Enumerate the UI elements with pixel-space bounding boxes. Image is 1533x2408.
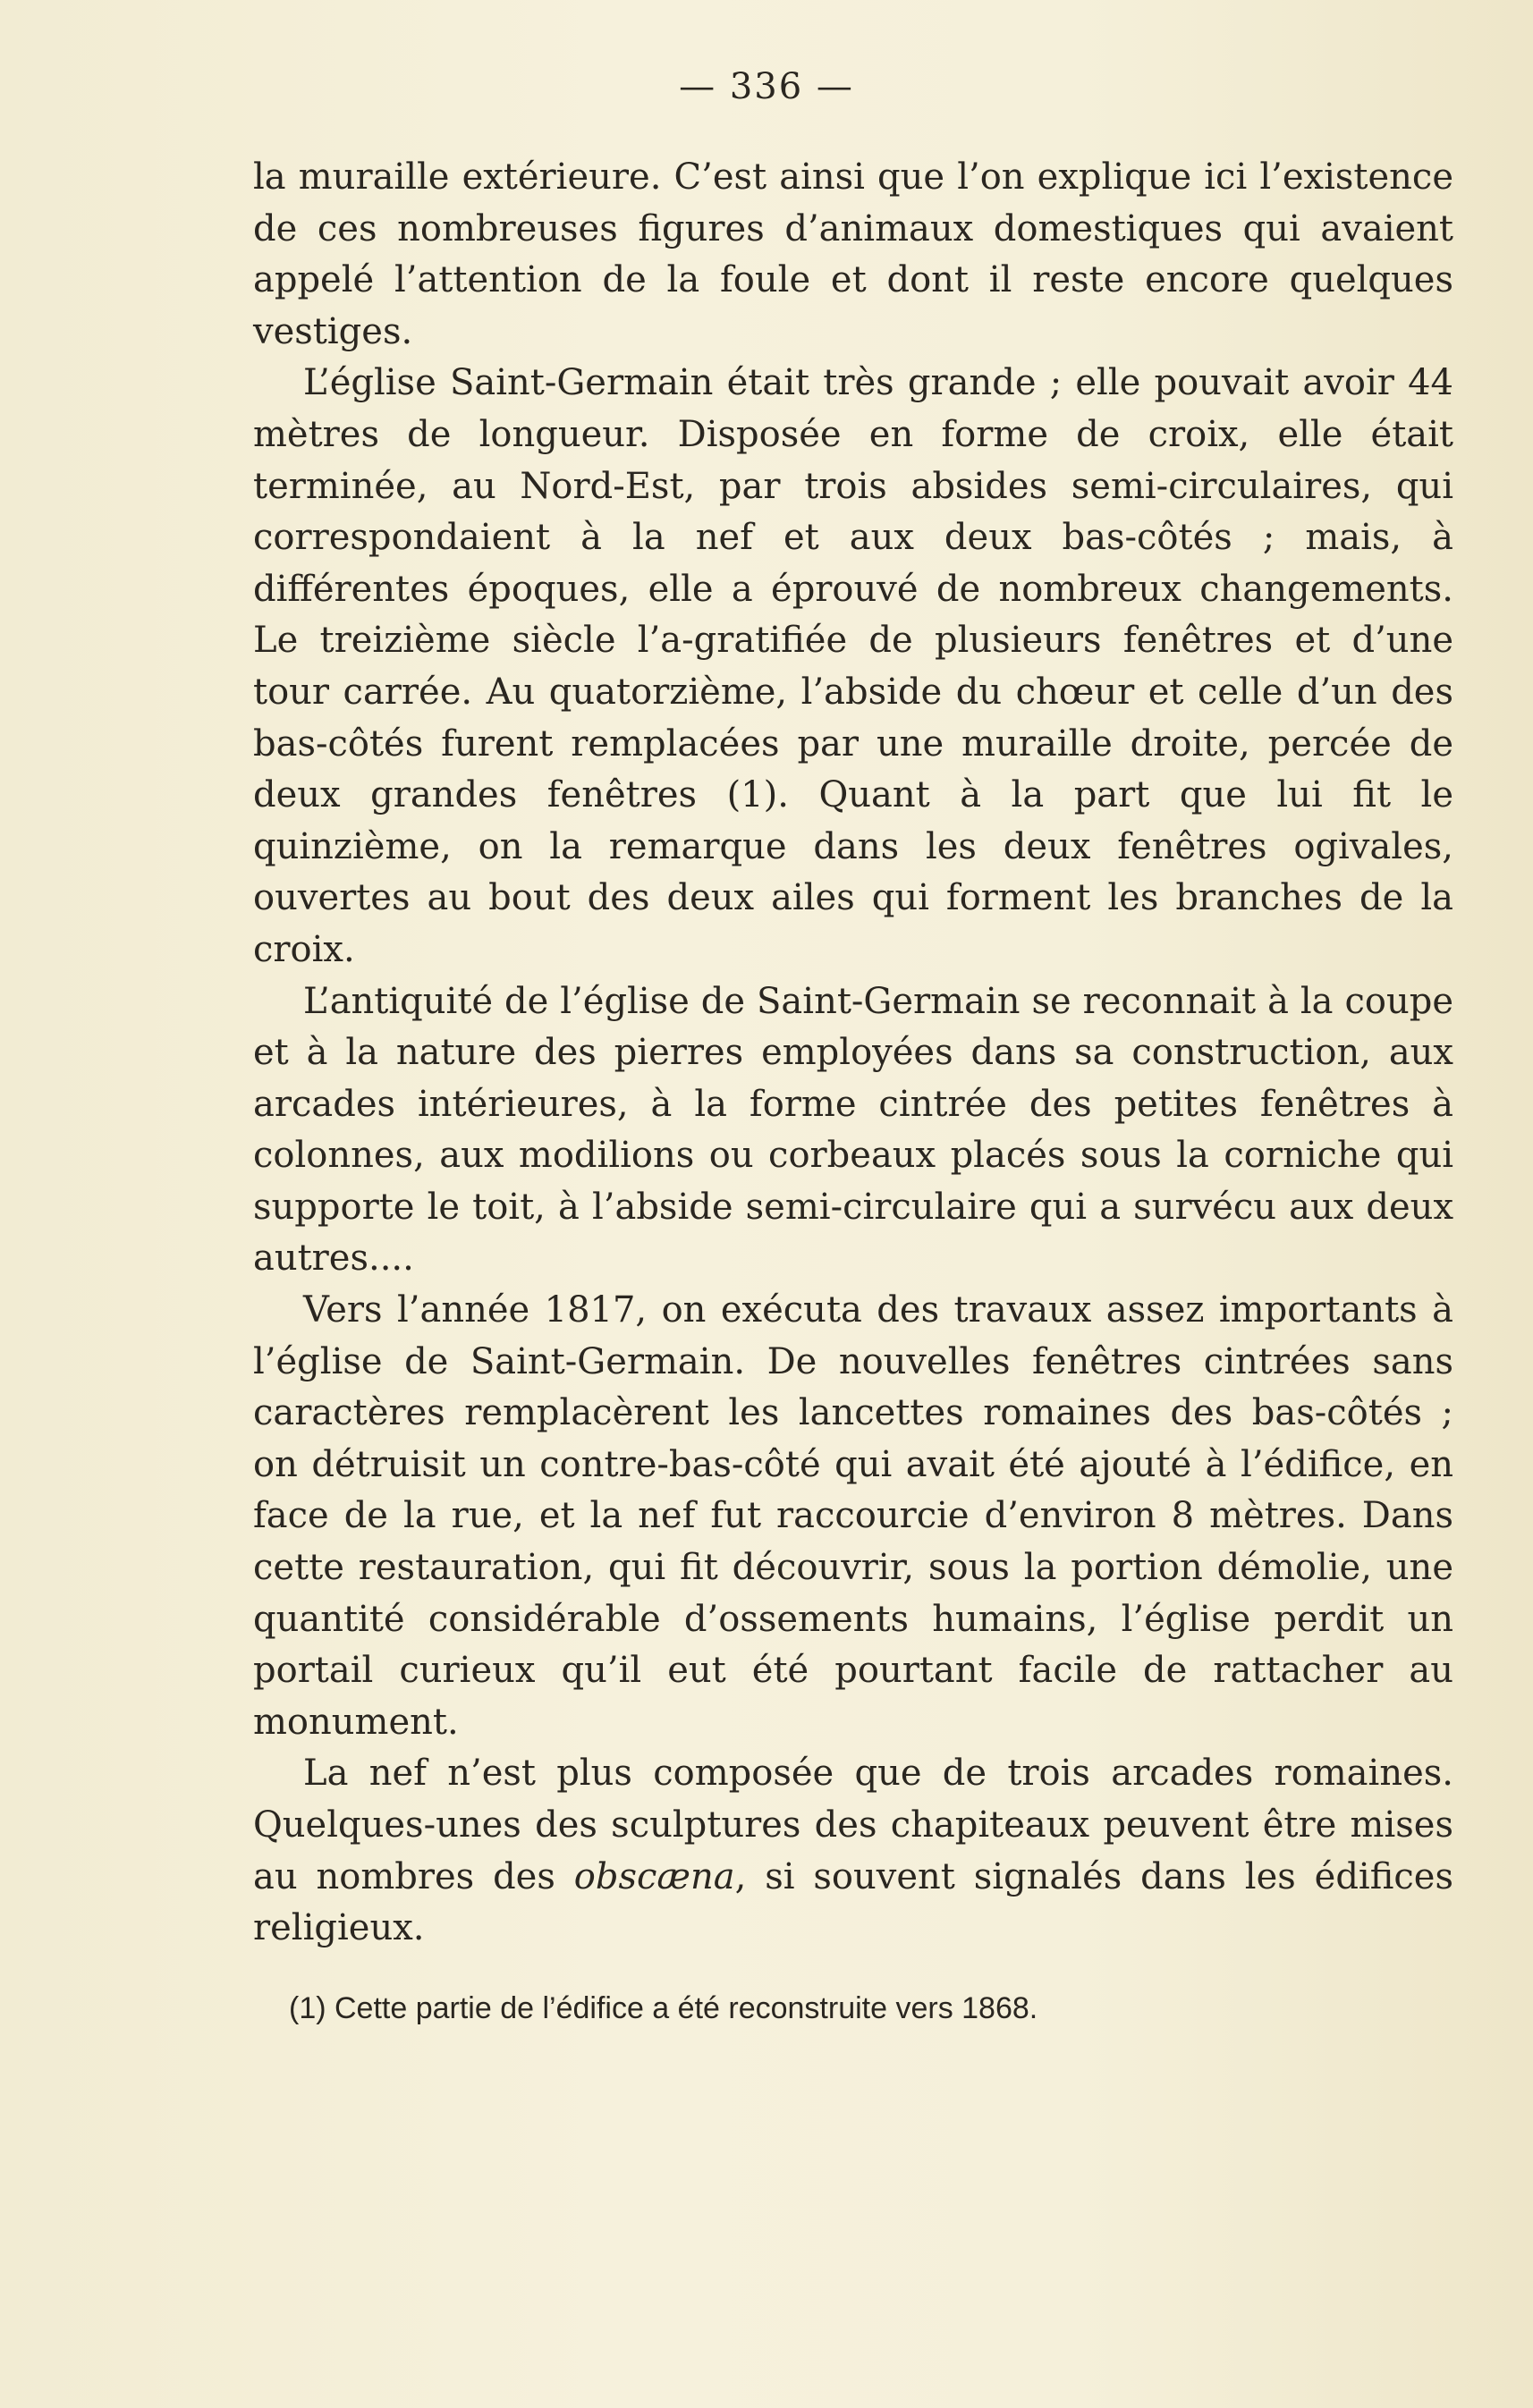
paragraph-4: Vers l’année 1817, on exécuta des travaux assez importants à l’église de Saint-Germain. De nouvelles fenêtres cintrées sans caractères remplacèrent les lancettes romaines des bas-côtés ; on détruisit un contre-bas-côté qui avait été ajouté à l’édifice, en face de la rue, et la nef fut raccourcie d’environ 8 mètres. Dans cette restauration, qui fit découvrir, sous la portion démolie, une quantité considérable d’ossements humains, l’église perdit un portail curieux qu’il eut été pourtant facile de rattacher au monument.: [253, 1289, 1453, 1743]
paragraph-3: L’antiquité de l’église de Saint-Germain se reconnait à la coupe et à la nature des pierres employées dans sa construction, aux arcades intérieures, à la forme cintrée des petites fenêtres à colonnes, aux modilions ou corbeaux placés sous la corniche qui supporte le toit, à l’abside semi-circulaire qui a survécu aux deux autres....: [253, 980, 1453, 1280]
footnote: (1) Cette partie de l’édifice a été reconstruite vers 1868.: [289, 1991, 1038, 2025]
paragraph-5: [253, 1748, 1453, 1954]
paragraph-1: la muraille extérieure. C’est ainsi que l’on explique ici l’existence de ces nombreuses figures d’animaux domestiques qui avaient appelé l’attention de la foule et dont il reste encore quelques vestiges.: [253, 156, 1453, 352]
body-text: [253, 152, 1453, 1955]
paragraph-5-text-before: La nef n’est plus composée que de trois arcades romaines. Quelques-unes des sculptures des chapiteaux peuvent être mises au nombres des: [253, 1753, 1453, 1897]
paragraph-2: L’église Saint-Germain était très grande ; elle pouvait avoir 44 mètres de longueur. Disposée en forme de croix, elle était terminée, au Nord-Est, par trois absides semi-circulaires, qui correspondaient à la nef et aux deux bas-côtés ; mais, à différentes époques, elle a éprouvé de nombreux changements. Le treizième siècle l’a-gratifiée de plusieurs fenêtres et d’une tour carrée. Au quatorzième, l’abside du chœur et celle d’un des bas-côtés furent remplacées par une muraille droite, percée de deux grandes fenêtres (1). Quant à la part que lui fit le quinzième, on la remarque dans les deux fenêtres ogivales, ouvertes au bout des deux ailes qui forment les branches de la croix.: [253, 362, 1453, 970]
page-number: — 336 —: [679, 66, 854, 107]
italic-term: obscæna: [573, 1855, 735, 1897]
paragraph-5-text-after: , si souvent signalés dans les édifices religieux.: [253, 1855, 1453, 1949]
